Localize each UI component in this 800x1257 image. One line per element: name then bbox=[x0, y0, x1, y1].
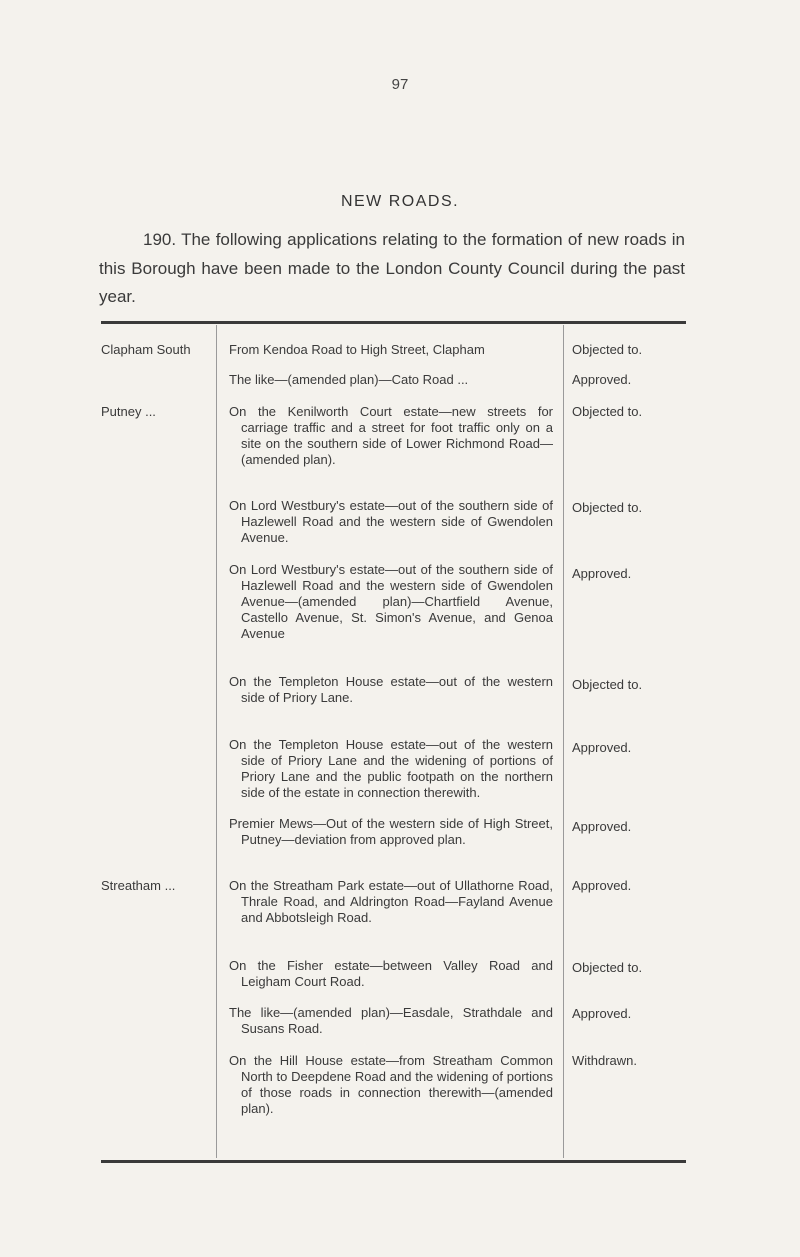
status-cell: Approved. bbox=[572, 566, 632, 581]
status-cell: Objected to. bbox=[572, 960, 643, 975]
status-cell: Approved. bbox=[572, 878, 632, 893]
description-cell: On Lord Westbury's estate—out of the southern side of Hazlewell Road and the western side of Gwendolen Avenue. bbox=[229, 498, 553, 545]
status-cell: Approved. bbox=[572, 819, 632, 834]
description-cell: From Kendoa Road to High Street, Clapham bbox=[229, 342, 485, 357]
description-cell: The like—(amended plan)—Easdale, Strathdale and Susans Road. bbox=[229, 1005, 553, 1036]
district-cell: Clapham South bbox=[101, 342, 191, 357]
description-cell: Premier Mews—Out of the western side of High Street, Putney—deviation from approved plan. bbox=[229, 816, 553, 847]
status-cell: Objected to. bbox=[572, 677, 643, 692]
status-cell: Objected to. bbox=[572, 404, 643, 419]
table-bottom-rule bbox=[101, 1160, 686, 1163]
district-cell: Putney ... bbox=[101, 404, 156, 419]
status-cell: Objected to. bbox=[572, 342, 643, 357]
description-cell: On Lord Westbury's estate—out of the southern side of Hazlewell Road and the western side of Gwendolen Avenue—(amended plan)—Chartfield Avenue, Castello Avenue, St. Simon's Avenue, and Genoa Avenue bbox=[229, 562, 553, 641]
description-cell: On the Fisher estate—between Valley Road and Leigham Court Road. bbox=[229, 958, 553, 989]
description-cell: The like—(amended plan)—Cato Road ... bbox=[229, 372, 469, 387]
status-cell: Objected to. bbox=[572, 500, 643, 515]
page-title: NEW ROADS. bbox=[340, 193, 460, 210]
description-cell: On the Streatham Park estate—out of Ullathorne Road, Thrale Road, and Aldrington Road—Fayland Avenue and Abbotsleigh Road. bbox=[229, 878, 553, 925]
status-cell: Approved. bbox=[572, 1006, 632, 1021]
description-cell: On the Hill House estate—from Streatham Common North to Deepdene Road and the widening of portions of those roads in connection therewith—(amended plan). bbox=[229, 1053, 553, 1116]
status-cell: Approved. bbox=[572, 740, 632, 755]
description-cell: On the Templeton House estate—out of the western side of Priory Lane. bbox=[229, 674, 553, 705]
description-cell: On the Kenilworth Court estate—new streets for carriage traffic and a street for foot traffic only on a site on the southern side of Lower Richmond Road—(amended plan). bbox=[229, 404, 553, 467]
status-cell: Withdrawn. bbox=[572, 1053, 638, 1068]
intro-paragraph: 190. The following applications relating to the formation of new roads in this Borough have been made to the London County Council during the past year. bbox=[99, 230, 685, 306]
district-cell: Streatham ... bbox=[101, 878, 176, 893]
page-number: 97 bbox=[391, 76, 409, 93]
status-cell: Approved. bbox=[572, 372, 632, 387]
description-cell: On the Templeton House estate—out of the western side of Priory Lane and the widening of portions of Priory Lane and the public footpath on the northern side of the estate in connection therewith. bbox=[229, 737, 553, 800]
